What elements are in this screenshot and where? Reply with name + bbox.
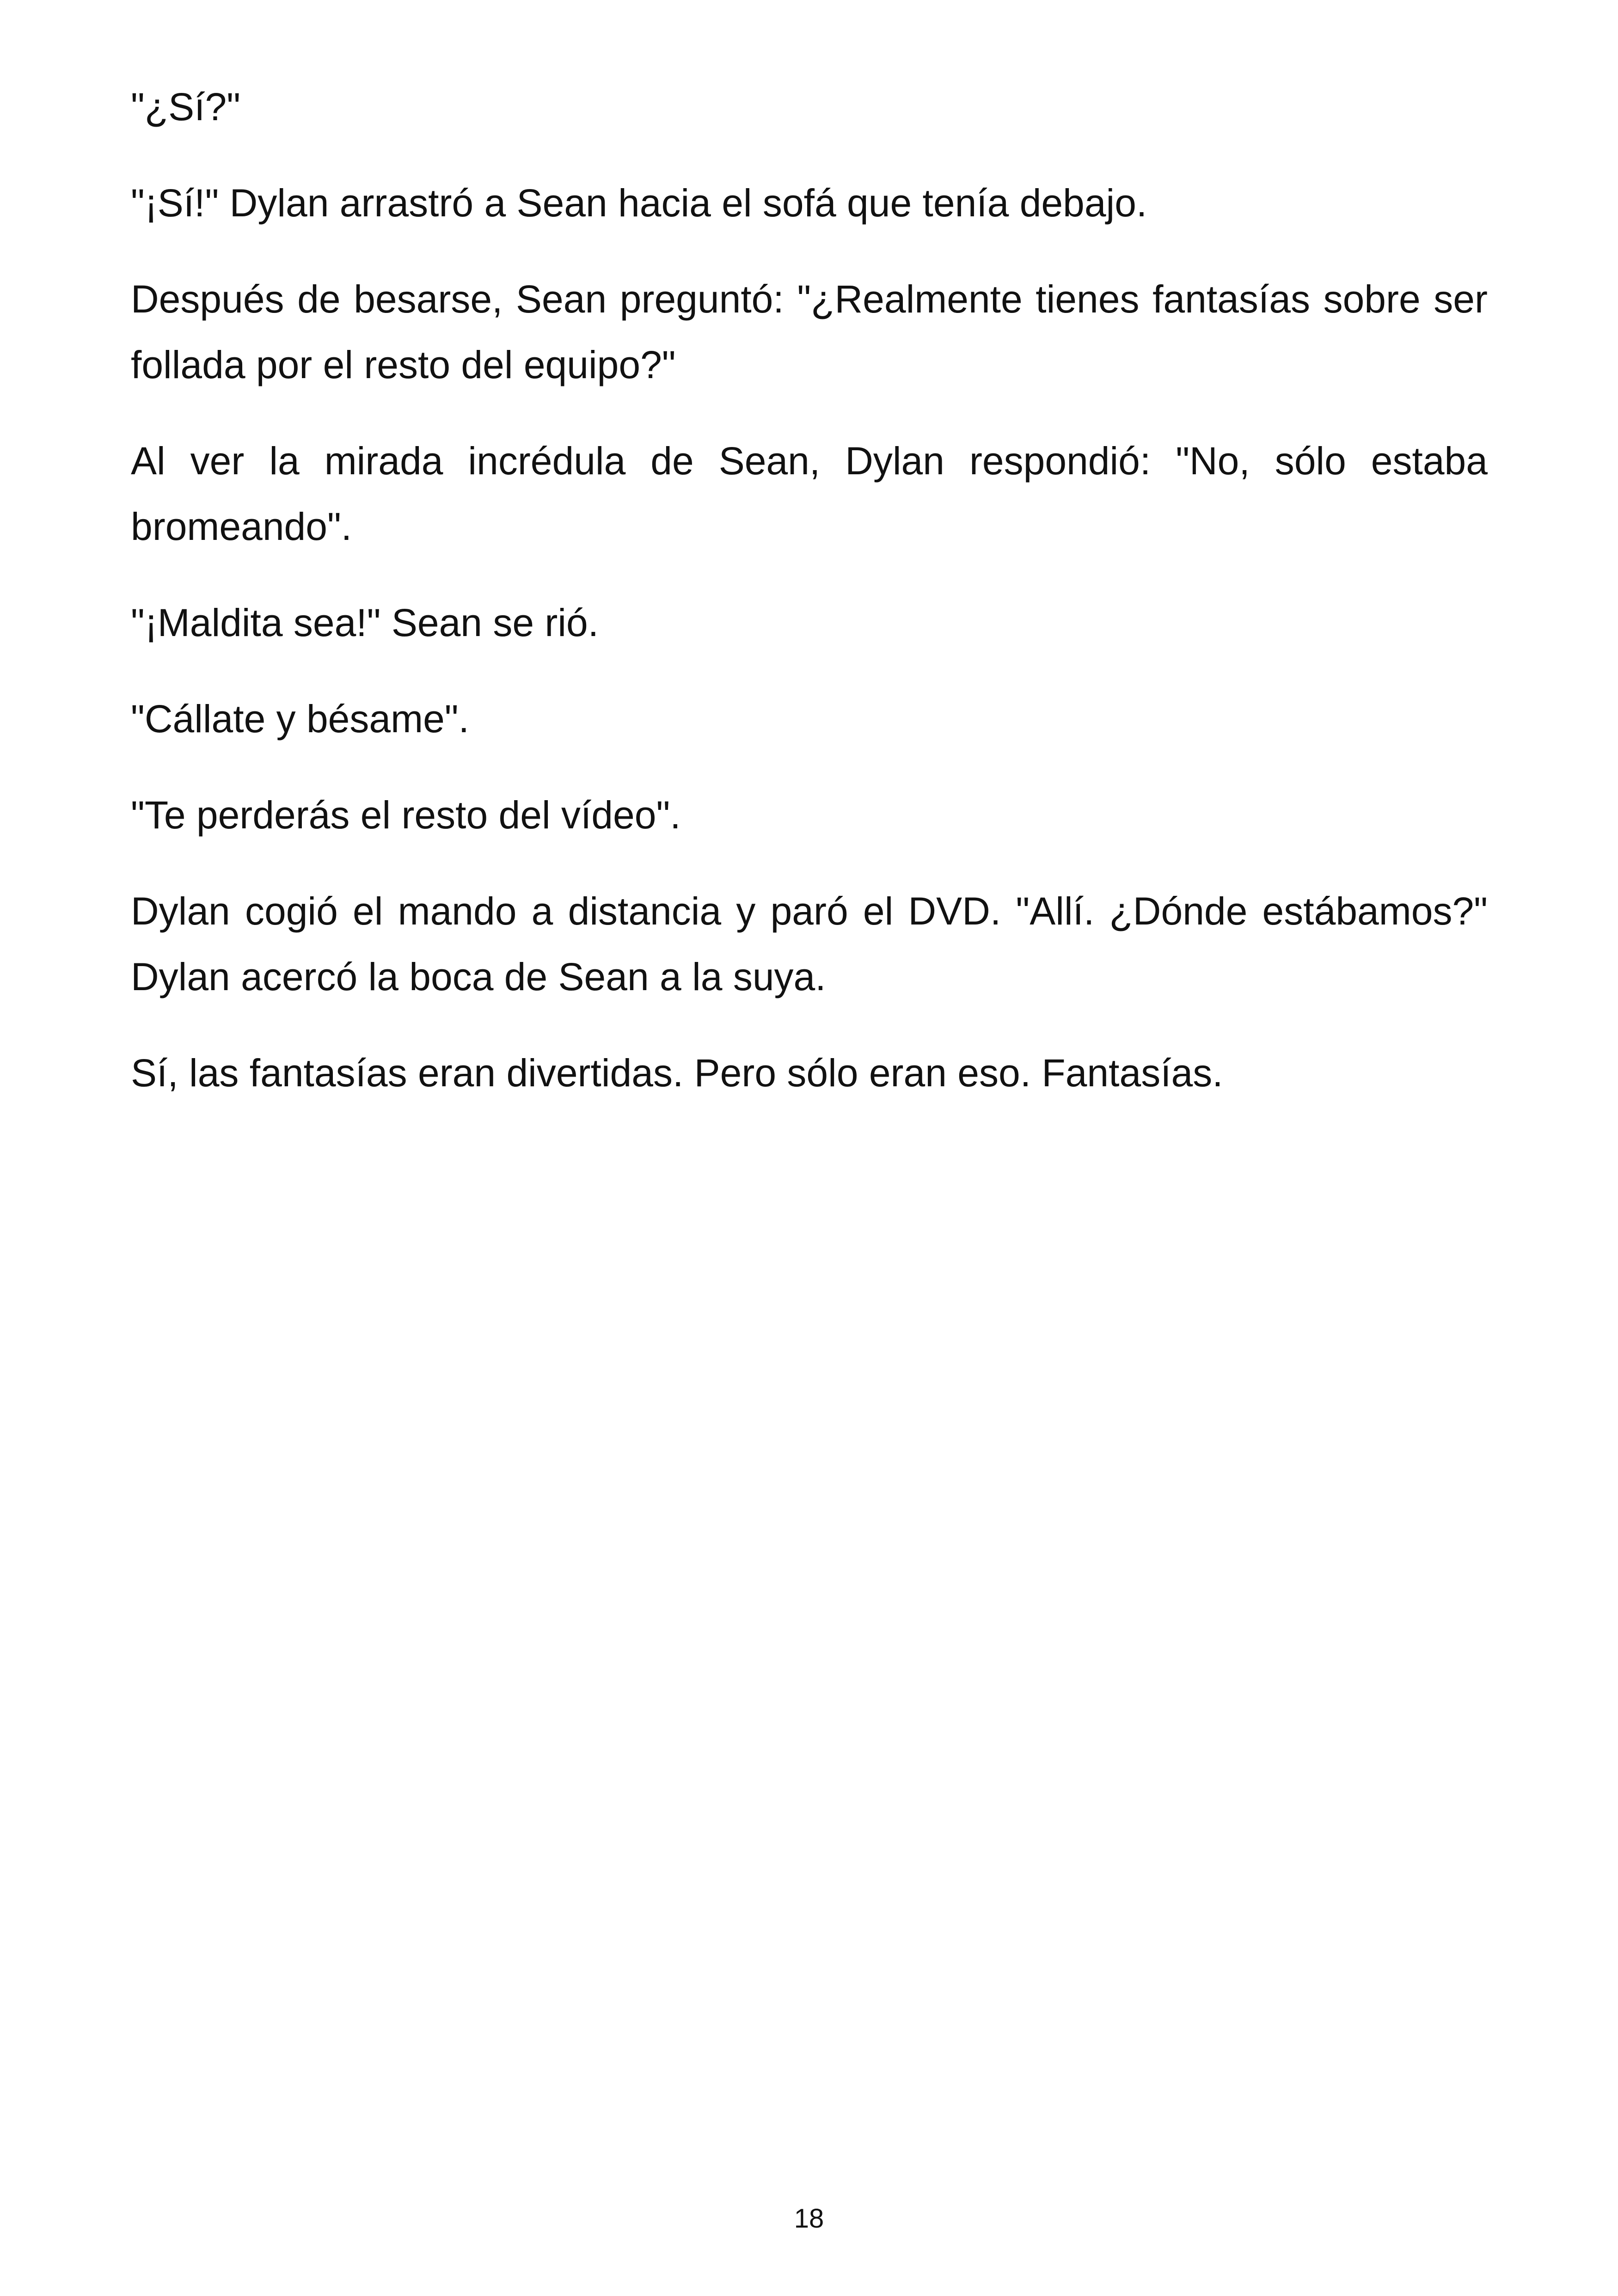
paragraph-2: "¡Sí!" Dylan arrastró a Sean hacia el sofá que tenía debajo. xyxy=(131,181,1147,225)
paragraph-8: Dylan cogió el mando a distancia y paró el DVD. "Allí. ¿Dónde estábamos?" Dylan acercó la boca de Sean a la suya. xyxy=(131,889,1488,998)
page-number: 18 xyxy=(794,2204,824,2234)
paragraph-6: "Cállate y bésame". xyxy=(131,697,469,741)
paragraph-3: Después de besarse, Sean preguntó: "¿Realmente tienes fantasías sobre ser follada por el resto del equipo?" xyxy=(131,277,1488,386)
paragraph-4: Al ver la mirada incrédula de Sean, Dylan respondió: "No, sólo estaba bromeando". xyxy=(131,439,1488,548)
paragraph-1: "¿Sí?" xyxy=(131,85,241,129)
paragraph-7: "Te perderás el resto del vídeo". xyxy=(131,793,681,837)
body-text xyxy=(131,74,1488,1136)
paragraph-9: Sí, las fantasías eran divertidas. Pero sólo eran eso. Fantasías. xyxy=(131,1051,1223,1095)
paragraph-5: "¡Maldita sea!" Sean se rió. xyxy=(131,601,599,644)
